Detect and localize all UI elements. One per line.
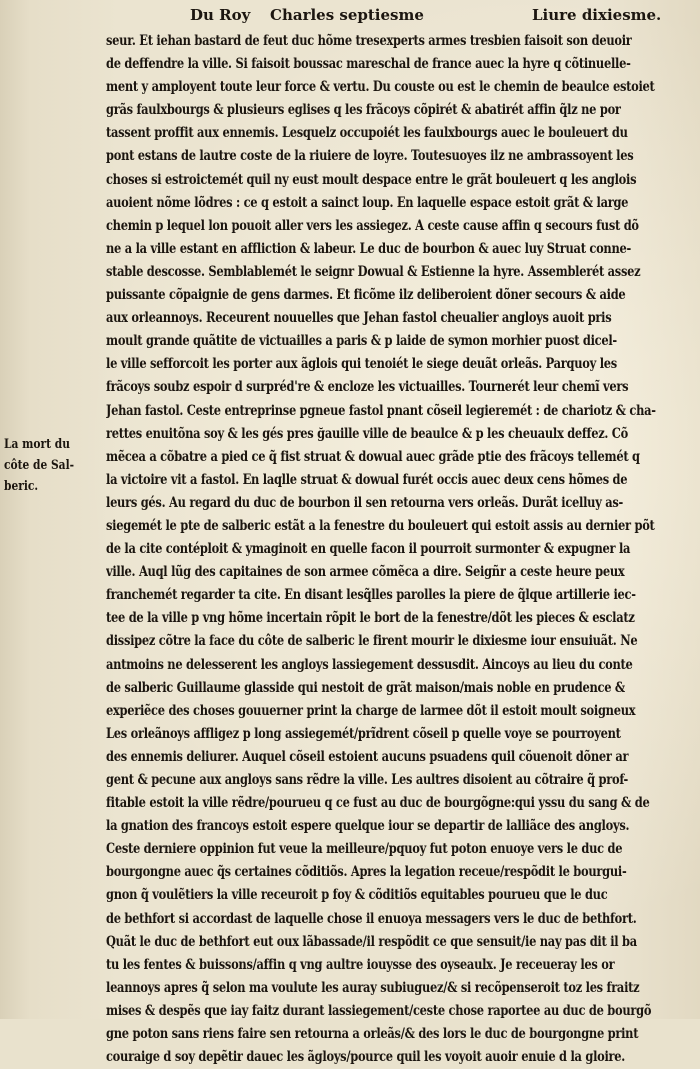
- text-line: gne poton sans riens faire sen retourna a orleãs/& des lors le duc de bourgongne print: [106, 1026, 639, 1043]
- text-line: aux orleannoys. Receurent nouuelles que Jehan fastol cheualier angloys auoit pris: [106, 310, 612, 327]
- text-line: de bethfort si accordast de laquelle chose il enuoya messagers vers le duc de bethfort.: [106, 910, 637, 927]
- text-line: bourgongne auec q̃s certaines cõditiõs. Apres la legation receue/respõdit le bourgui-: [106, 864, 627, 881]
- text-line: la victoire vit a fastol. En laqlle struat & dowual furét occis auec deux cens hõmes de: [106, 471, 628, 488]
- text-line: puissante cõpaignie de gens darmes. Et ficõme ilz deliberoient dõner secours & aide: [106, 287, 626, 304]
- text-line: leannoys apres q̃ selon ma voulute les auray subiuguez/& si recõpenseroit toz les fraitz: [106, 979, 640, 996]
- text-line: Jehan fastol. Ceste entreprinse pgneue fastol pnant cõseil legieremét : de chariotz & cha-: [106, 402, 656, 419]
- text-line: siegemét le pte de salberic estãt a la fenestre du bouleuert qui estoit assis au dernier põt: [106, 517, 655, 534]
- text-line: Ceste derniere oppinion fut veue la meilleure/pquoy fut poton enuoye vers le duc de: [106, 841, 623, 858]
- text-line: experiẽce des choses gouuerner print la charge de larmee dõt il estoit moult soigneux: [106, 702, 636, 719]
- text-line: tassent proffit aux ennemis. Lesquelz occupoiét les faulxbourgs auec le bouleuert du: [106, 125, 628, 142]
- text-line: tu les fentes & buissons/affin q vng aultre iouysse des oyseaulx. Je receueray les or: [106, 956, 615, 973]
- text-line: Les orleãnoys affligez p long assiegemét/prĩdrent cõseil p quelle voye se pourroyent: [106, 725, 621, 742]
- text-line: de deffendre la ville. Si faisoit boussac mareschal de france auec la hyre q cõtinuelle-: [106, 56, 631, 73]
- text-line: couraige d soy depẽtir dauec les ãgloys/pource quil les voyoit auoir enuie d la gloire.: [106, 1049, 625, 1066]
- text-line: leurs gés. Au regard du duc de bourbon il sen retourna vers orleãs. Durãt icelluy as-: [106, 494, 624, 511]
- text-line: fitable estoit la ville rẽdre/pourueu q ce fust au duc de bourgõgne:qui yssu du sang & de: [106, 795, 650, 812]
- text-line: des ennemis deliurer. Auquel cõseil estoient aucuns psuadens quil cõuenoit dõner ar: [106, 748, 629, 765]
- text-line: de salberic Guillaume glasside qui nestoit de grãt maison/mais noble en prudence &: [106, 679, 625, 696]
- running-head: [180, 4, 690, 26]
- text-line: frãcoys soubz espoir d surpréd're & encloze les victuailles. Tournerét leur chemĩ vers: [106, 379, 629, 396]
- text-line: Quãt le duc de bethfort eut oux lãbassade/il respõdit ce que sensuit/ie nay pas dit il ba: [106, 933, 637, 950]
- text-line: ville. Auql lũg des capitaines de son armee cõmẽca a dire. Seigñr a ceste heure peux: [106, 564, 625, 581]
- text-line: grãs faulxbourgs & plusieurs eglises q les frãcoys cõpirét & abatirét affin q̃lz ne por: [106, 102, 621, 119]
- text-line: stable descosse. Semblablemét le seignr Dowual & Estienne la hyre. Assemblerét assez: [106, 263, 641, 280]
- text-line: ment y amployent toute leur force & vertu. Du couste ou est le chemin de beaulce estoiet: [106, 79, 655, 96]
- text-line: antmoins ne delesserent les angloys lassiegement dessusdit. Aincoys au lieu du conte: [106, 656, 633, 673]
- text-line: chemin p lequel lon pouoit aller vers les assiegez. A ceste cause affin q secours fust dõ: [106, 217, 639, 234]
- running-head-left: Du Roy: [190, 6, 251, 24]
- text-line: gnon q̃ voulẽtiers la ville receuroit p foy & cõditiõs equitables pourueu que le duc: [106, 887, 608, 904]
- body-text: [106, 30, 688, 1069]
- text-line: tee de la ville p vng hõme incertain rõpit le bort de la fenestre/dõt les pieces & esclatz: [106, 610, 635, 627]
- marginal-note: [4, 434, 100, 497]
- text-line: dissipez cõtre la face du côte de salberic le firent mourir le dixiesme iour ensuiuãt. Ne: [106, 633, 638, 650]
- text-line: mises & despẽs que iay faitz durant lassiegement/ceste chose raportee au duc de bourgõ: [106, 1002, 652, 1019]
- text-line: moult grande quãtite de victuailles a paris & p laide de symon morhier puost dicel-: [106, 333, 617, 350]
- marginal-note-line: beric.: [4, 479, 39, 494]
- running-head-right: Liure dixiesme.: [532, 6, 662, 24]
- text-line: rettes enuitõna soy & les gés pres ğauille ville de beaulce & p les cheuaulx deffez. Cõ: [106, 425, 628, 442]
- text-line: auoient nõme lõdres : ce q estoit a sainct loup. En laquelle espace estoit grãt & large: [106, 194, 629, 211]
- text-line: mẽcea a cõbatre a pied ce q̃ fist struat & dowual auec grãde ptie des frãcoys tellemét q: [106, 448, 640, 465]
- text-line: choses si estroictemét quil ny eust moult despace entre le grãt bouleuert q les anglois: [106, 171, 637, 188]
- text-line: de la cite contéploit & ymaginoit en quelle facon il pourroit surmonter & expugner la: [106, 541, 631, 558]
- text-line: franchemét regarder ta cite. En disant lesq̃lles parolles la piere de q̃lque artillerie iec-: [106, 587, 636, 604]
- text-line: pont estans de lautre coste de la riuiere de loyre. Toutesuoyes ilz ne ambrassoyent les: [106, 148, 634, 165]
- marginal-note-line: côte de Sal-: [4, 458, 75, 473]
- running-head-center: Charles septiesme: [270, 6, 424, 24]
- marginal-note-line: La mort du: [4, 437, 70, 452]
- text-line: gent & pecune aux angloys sans rẽdre la ville. Les aultres disoient au cõtraire q̃ prof-: [106, 772, 629, 788]
- text-line: ne a la ville estant en affliction & labeur. Le duc de bourbon & auec luy Struat conne-: [106, 240, 631, 257]
- text-line: la gnation des francoys estoit espere quelque iour se departir de lalliãce des angloys.: [106, 818, 630, 835]
- text-line: seur. Et iehan bastard de feut duc hõme tresexperts armes tresbien faisoit son deuoir: [106, 33, 632, 49]
- text-line: le ville sefforcoit les porter aux ãglois qui tenoiét le siege deuãt orleãs. Parquoy les: [106, 356, 617, 373]
